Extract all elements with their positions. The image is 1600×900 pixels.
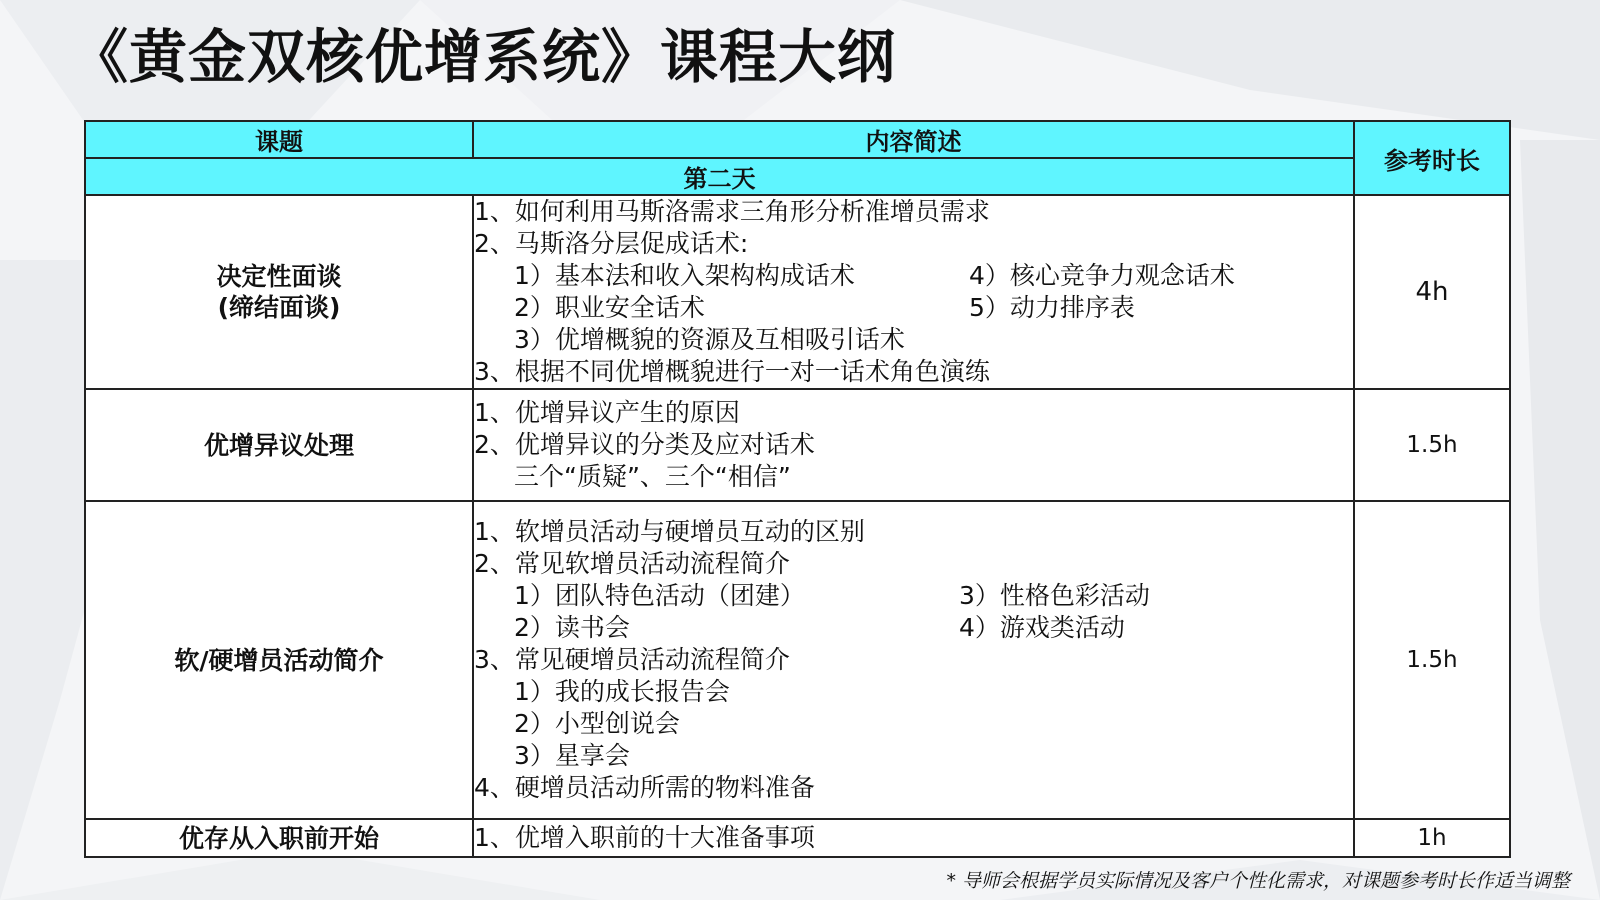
content-sub-item: 1）基本法和收入架构构成话术 xyxy=(514,261,855,290)
duration-cell: 1.5h xyxy=(1354,501,1510,819)
content-pair xyxy=(474,580,1353,612)
content-sub-item: 2）小型创说会 xyxy=(514,709,680,738)
content-cell xyxy=(473,819,1354,857)
topic-cell: 软/硬增员活动简介 xyxy=(85,501,473,819)
header-topic: 课题 xyxy=(85,121,473,158)
content-pair xyxy=(474,292,1353,324)
content-line: 1、优增异议产生的原因 xyxy=(474,398,740,427)
content-line: 4、硬增员活动所需的物料准备 xyxy=(474,773,815,802)
content-line: 1、优增入职前的十大准备事项 xyxy=(474,823,815,852)
content-sub-item: 4）游戏类活动 xyxy=(959,613,1125,642)
table-row xyxy=(85,195,1510,389)
content-cell xyxy=(473,389,1354,501)
footnote: * 导师会根据学员实际情况及客户个性化需求，对课题参考时长作适当调整 xyxy=(946,870,1570,892)
content-line: 3、常见硬增员活动流程简介 xyxy=(474,645,790,674)
table-row xyxy=(85,819,1510,857)
day-row xyxy=(85,158,1510,195)
content-sub-item: 1）团队特色活动（团建） xyxy=(514,581,805,610)
content-sub-item: 3）星享会 xyxy=(514,741,630,770)
content-sub-item: 5）动力排序表 xyxy=(969,293,1135,322)
content-line: 1、软增员活动与硬增员互动的区别 xyxy=(474,517,865,546)
content-pair xyxy=(474,260,1353,292)
content-sub-item: 4）核心竞争力观念话术 xyxy=(969,261,1235,290)
table-row xyxy=(85,389,1510,501)
topic-cell: 优存从入职前开始 xyxy=(85,819,473,857)
duration-cell: 1h xyxy=(1354,819,1510,857)
content-line: 2、常见软增员活动流程简介 xyxy=(474,549,790,578)
header-content: 内容简述 xyxy=(473,121,1354,158)
topic-subtext: (缔结面谈) xyxy=(217,293,341,322)
page-title: 《黄金双核优增系统》课程大纲 xyxy=(70,23,897,91)
table-row xyxy=(85,501,1510,819)
duration-cell: 4h xyxy=(1354,195,1510,389)
header-duration: 参考时长 xyxy=(1354,121,1510,195)
content-sub-item: 2）读书会 xyxy=(514,613,630,642)
content-line: 1、如何利用马斯洛需求三角形分析准增员需求 xyxy=(474,197,990,226)
content-cell xyxy=(473,501,1354,819)
topic-cell: 优增异议处理 xyxy=(85,389,473,501)
content-sub-item: 三个“质疑”、三个“相信” xyxy=(514,462,791,491)
table-header-row xyxy=(85,121,1510,158)
topic-text: 决定性面谈 xyxy=(216,262,342,291)
day-label: 第二天 xyxy=(85,158,1354,195)
duration-cell: 1.5h xyxy=(1354,389,1510,501)
content-line: 2、优增异议的分类及应对话术 xyxy=(474,430,815,459)
content-line: 2、马斯洛分层促成话术: xyxy=(474,229,749,258)
content-pair xyxy=(474,612,1353,644)
course-outline-table xyxy=(84,120,1511,858)
content-sub-item: 3）优增概貌的资源及互相吸引话术 xyxy=(514,325,905,354)
topic-cell xyxy=(85,195,473,389)
content-cell xyxy=(473,195,1354,389)
content-sub-item: 3）性格色彩活动 xyxy=(959,581,1150,610)
content-line: 3、根据不同优增概貌进行一对一话术角色演练 xyxy=(474,357,990,386)
content-sub-item: 2）职业安全话术 xyxy=(514,293,705,322)
content-sub-item: 1）我的成长报告会 xyxy=(514,677,730,706)
